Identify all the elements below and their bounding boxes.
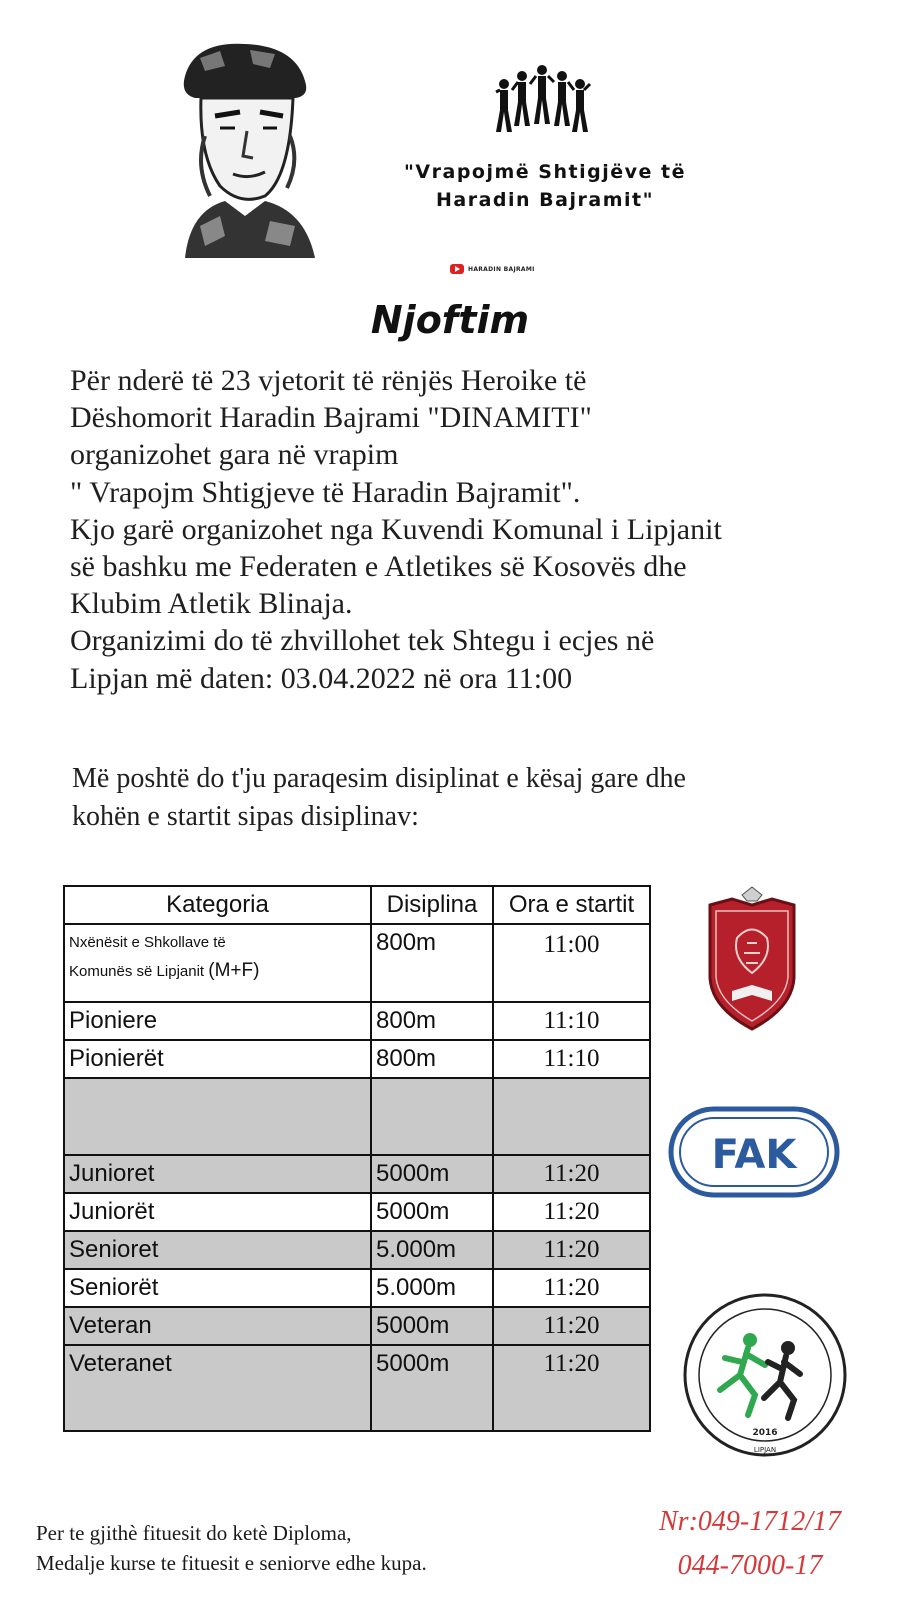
category-cell [64, 1078, 371, 1155]
youtube-channel-label: HARADIN BAJRAMI [468, 265, 535, 273]
category-cell: Pionierët [64, 1040, 371, 1078]
start-time-cell: 11:10 [493, 1040, 650, 1078]
category-cell: Seniorët [64, 1269, 371, 1307]
discipline-cell: 5000m [371, 1193, 493, 1231]
body-line: organizohet gara në vrapim [70, 438, 399, 472]
table-header-row [64, 886, 650, 924]
fak-federation-logo [668, 1106, 840, 1198]
event-slogan [360, 158, 730, 214]
start-time-cell [493, 1078, 650, 1155]
category-cell: Juniorët [64, 1193, 371, 1231]
discipline-cell: 5000m [371, 1155, 493, 1193]
schedule-intro [72, 760, 872, 836]
category-cell: Pioniere [64, 1002, 371, 1040]
discipline-cell: 5000m [371, 1345, 493, 1431]
discipline-cell: 800m [371, 924, 493, 1002]
municipality-crest-icon [702, 883, 802, 1033]
fak-logo-text: FAK [711, 1132, 797, 1178]
prizes-note [36, 1518, 427, 1578]
discipline-cell: 5.000m [371, 1269, 493, 1307]
header-start-time: Ora e startit [493, 886, 650, 924]
body-line: Dëshomorit Haradin Bajrami "DINAMITI" [70, 401, 592, 435]
discipline-cell: 5000m [371, 1307, 493, 1345]
discipline-cell: 800m [371, 1002, 493, 1040]
category-cell: Veteran [64, 1307, 371, 1345]
prizes-line-1: Per te gjithè fituesit do ketè Diploma, [36, 1521, 352, 1545]
youtube-channel[interactable] [450, 262, 535, 276]
phone-number-2[interactable]: 044-7000-17 [677, 1550, 823, 1581]
category-line-2 [69, 957, 366, 986]
category-cell: Junioret [64, 1155, 371, 1193]
table-row [64, 1155, 650, 1193]
intro-line: Më poshtë do t'ju paraqesim disiplinat e kësaj gare dhe [72, 763, 686, 794]
table-row [64, 1078, 650, 1155]
body-line: së bashku me Federaten e Atletikes së Kosovës dhe [70, 550, 687, 584]
contact-numbers [640, 1500, 860, 1588]
body-line: Klubim Atletik Blinaja. [70, 587, 353, 621]
discipline-cell: 5.000m [371, 1231, 493, 1269]
portrait-illustration [165, 36, 325, 258]
start-time-cell: 11:10 [493, 1002, 650, 1040]
schedule-table [63, 885, 651, 1432]
start-time-cell: 11:00 [493, 924, 650, 1002]
body-line: Për nderë të 23 vjetorit të rënjës Heroike të [70, 364, 587, 397]
table-row [64, 1307, 650, 1345]
start-time-cell: 11:20 [493, 1269, 650, 1307]
club-city: LIPJAN [753, 1446, 777, 1454]
phone-number-1[interactable]: Nr:049-1712/17 [659, 1506, 841, 1537]
category-line-1: Nxënësit e Shkollave të [69, 934, 226, 951]
table-row [64, 1345, 650, 1431]
prizes-line-2: Medalje kurse te fituesit e seniorve edhe kupa. [36, 1551, 427, 1575]
discipline-cell [371, 1078, 493, 1155]
slogan-line-2: Haradin Bajramit" [436, 189, 654, 211]
category-suffix: (M+F) [208, 960, 260, 981]
page-title: Njoftim [370, 298, 530, 342]
body-line: Lipjan më daten: 03.04.2022 në ora 11:00 [70, 661, 573, 695]
start-time-cell: 11:20 [493, 1155, 650, 1193]
table-row [64, 1231, 650, 1269]
body-line: " Vrapojm Shtigjeve të Haradin Bajramit". [70, 475, 581, 509]
body-line: Organizimi do të zhvillohet tek Shtegu i ecjes në [70, 624, 655, 658]
slogan-line-1: "Vrapojmë Shtigjëve të [404, 161, 686, 183]
start-time-cell: 11:20 [493, 1193, 650, 1231]
club-blinaja-logo [680, 1290, 850, 1460]
category-cell: Senioret [64, 1231, 371, 1269]
category-line-2-text: Komunës së Lipjanit [69, 963, 205, 980]
start-time-cell: 11:20 [493, 1345, 650, 1431]
header-category: Kategoria [64, 886, 371, 924]
category-cell: Veteranet [64, 1345, 371, 1431]
start-time-cell: 11:20 [493, 1307, 650, 1345]
table-row [64, 1193, 650, 1231]
header-discipline: Disiplina [371, 886, 493, 924]
runners-icon [492, 62, 592, 142]
discipline-cell: 800m [371, 1040, 493, 1078]
table-row [64, 924, 650, 1002]
table-row [64, 1269, 650, 1307]
table-row [64, 1040, 650, 1078]
notice-body [70, 362, 880, 697]
table-row [64, 1002, 650, 1040]
intro-line: kohën e startit sipas disiplinav: [72, 801, 419, 832]
category-cell [64, 924, 371, 1002]
youtube-icon [450, 264, 464, 274]
club-year: 2016 [752, 1428, 778, 1438]
body-line: Kjo garë organizohet nga Kuvendi Komunal i Lipjanit [70, 512, 722, 546]
start-time-cell: 11:20 [493, 1231, 650, 1269]
